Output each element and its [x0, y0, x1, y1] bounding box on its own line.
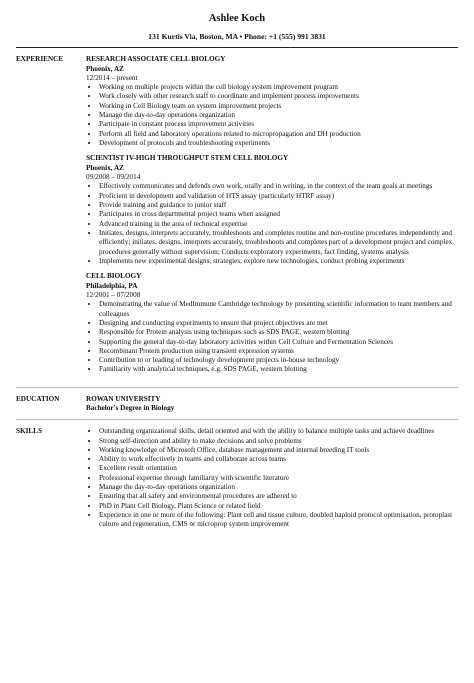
job-bullet: • Perform all field and laboratory operations related to micropropagation and DH production — [99, 130, 456, 139]
job-entry — [86, 272, 456, 375]
experience-section — [16, 55, 458, 381]
education-degree: Bachelor's Degree in Biology — [86, 403, 175, 412]
job-bullet: • Demonstrating the value of MedImmune Cambridge technology by presenting scientific information to team members and colleagues — [99, 300, 456, 319]
job-bullets — [86, 300, 456, 374]
education-school: ROWAN UNIVERSITY — [86, 394, 161, 403]
skill-item: • Manage the day-to-day operations organization — [99, 483, 456, 492]
job-bullet: • Provide training and guidance to junior staff — [99, 201, 456, 210]
job-bullet: • Development of protocols and troubleshooting experiments — [99, 139, 456, 148]
job-title: CELL BIOLOGY — [86, 272, 142, 281]
skill-item: • Outstanding organizational skills, detail oriented and with the ability to balance multiple tasks and achieve deadlines — [99, 427, 456, 436]
job-location: Phoenix, AZ — [86, 64, 124, 73]
job-bullets — [86, 83, 456, 148]
job-bullet: • Supporting the general day-to-day laboratory activities within Cell Culture and Fermentation Sciences — [99, 338, 456, 347]
skill-item: • Excellent result orientation — [99, 464, 456, 473]
job-bullet: • Implements new experimental designs, strategies, explore new technologies, conduct probing experiments — [99, 257, 456, 266]
skill-item: • Strong self-direction and ability to make decisions and solve problems — [99, 437, 456, 446]
job-bullet: • Manage the day-to-day operations organization — [99, 111, 456, 120]
job-bullet: • Responsible for Protein analysis using techniques such as SDS PAGE, western blotting — [99, 328, 456, 337]
contact-line: 131 Kurtis Via, Boston, MA • Phone: +1 (555) 991 3831 — [148, 32, 326, 41]
education-section — [16, 395, 458, 414]
job-bullet: • Working on multiple projects within the cell biology system improvement program — [99, 83, 456, 92]
job-bullet: • Effectively communicates and defends own work, orally and in writing, in the context of the team goals at meetings — [99, 182, 456, 191]
skill-item: • Working knowledge of Microsoft Office, database management and internal breeding IT tools — [99, 446, 456, 455]
job-dates: 12/2001 – 07/2008 — [86, 291, 141, 300]
skills-body — [86, 427, 458, 529]
skill-item: • Ability to work effectively in teams and collaborate across teams — [99, 455, 456, 464]
candidate-name: Ashlee Koch — [208, 13, 266, 24]
job-bullet: • Advanced training in the area of technical expertise — [99, 220, 456, 229]
job-bullet: • Working in Cell Biology team on system improvement projects — [99, 102, 456, 111]
job-bullet: • Familiarity with analytical techniques, e.g. SDS PAGE, western blotting — [99, 365, 456, 374]
header-divider — [16, 47, 458, 48]
job-bullet: • Proficient in development and validation of HTS assay (particularly HTRF assay) — [99, 192, 456, 201]
job-title: SCIENTIST IV-HIGH THROUGHPUT STEM CELL BIOLOGY — [86, 154, 289, 163]
job-location: Philadelphia, PA — [86, 281, 138, 290]
section-divider — [16, 387, 458, 388]
education-body — [86, 395, 458, 414]
skill-item: • Ensuring that all safety and environmental procedures are adhered to — [99, 492, 456, 501]
job-bullet: • Recombinant Protein production using transient expression systems — [99, 347, 456, 356]
job-bullet: • Participates in cross departmental project teams when assigned — [99, 210, 456, 219]
job-bullet: • Participate in constant process improvement activities — [99, 120, 456, 129]
job-dates: 12/2014 – present — [86, 73, 138, 82]
skill-item: • PhD in Plant Cell Biology, Plant Science or related field — [99, 502, 456, 511]
job-title: RESEARCH ASSOCIATE CELL BIOLOGY — [86, 55, 226, 63]
job-bullet: • Initiates, designs, interprets accurately, troubleshoots and completes routine and non-routine procedures independently and efficiently; initiates, designs, interprets accurately, troubleshoots and completes part of a development project and complex procedures generally without supervision; Conducts exploratory experiments, fact finding, systems analysis — [99, 229, 456, 257]
skills-list — [86, 427, 456, 529]
job-bullet: • Work closely with other research staff to coordinate and implement process improvements — [99, 92, 456, 101]
job-dates: 09/2008 – 09/2014 — [86, 173, 141, 182]
experience-list — [86, 55, 458, 381]
job-entry — [86, 154, 456, 266]
job-bullet: • Contribution to or leading of technology development projects in-house technology — [99, 356, 456, 365]
job-bullets — [86, 182, 456, 266]
skills-section — [16, 427, 458, 529]
job-bullet: • Designing and conducting experiments to ensure that project objectives are met — [99, 319, 456, 328]
job-location: Phoenix, AZ — [86, 163, 124, 172]
skill-item: • Experience in one or more of the following: Plant cell and tissue culture, doubled haploid protocol optimisation, protoplast culture and regeneration, CMS or microprop system improvement — [99, 511, 456, 530]
skills-label: SKILLS — [16, 427, 42, 436]
job-entry — [86, 55, 456, 148]
section-divider — [16, 419, 458, 420]
skill-item: • Professional expertise through familiarity with scientific literature — [99, 474, 456, 483]
education-label: EDUCATION — [16, 394, 60, 403]
experience-label: EXPERIENCE — [16, 55, 64, 63]
